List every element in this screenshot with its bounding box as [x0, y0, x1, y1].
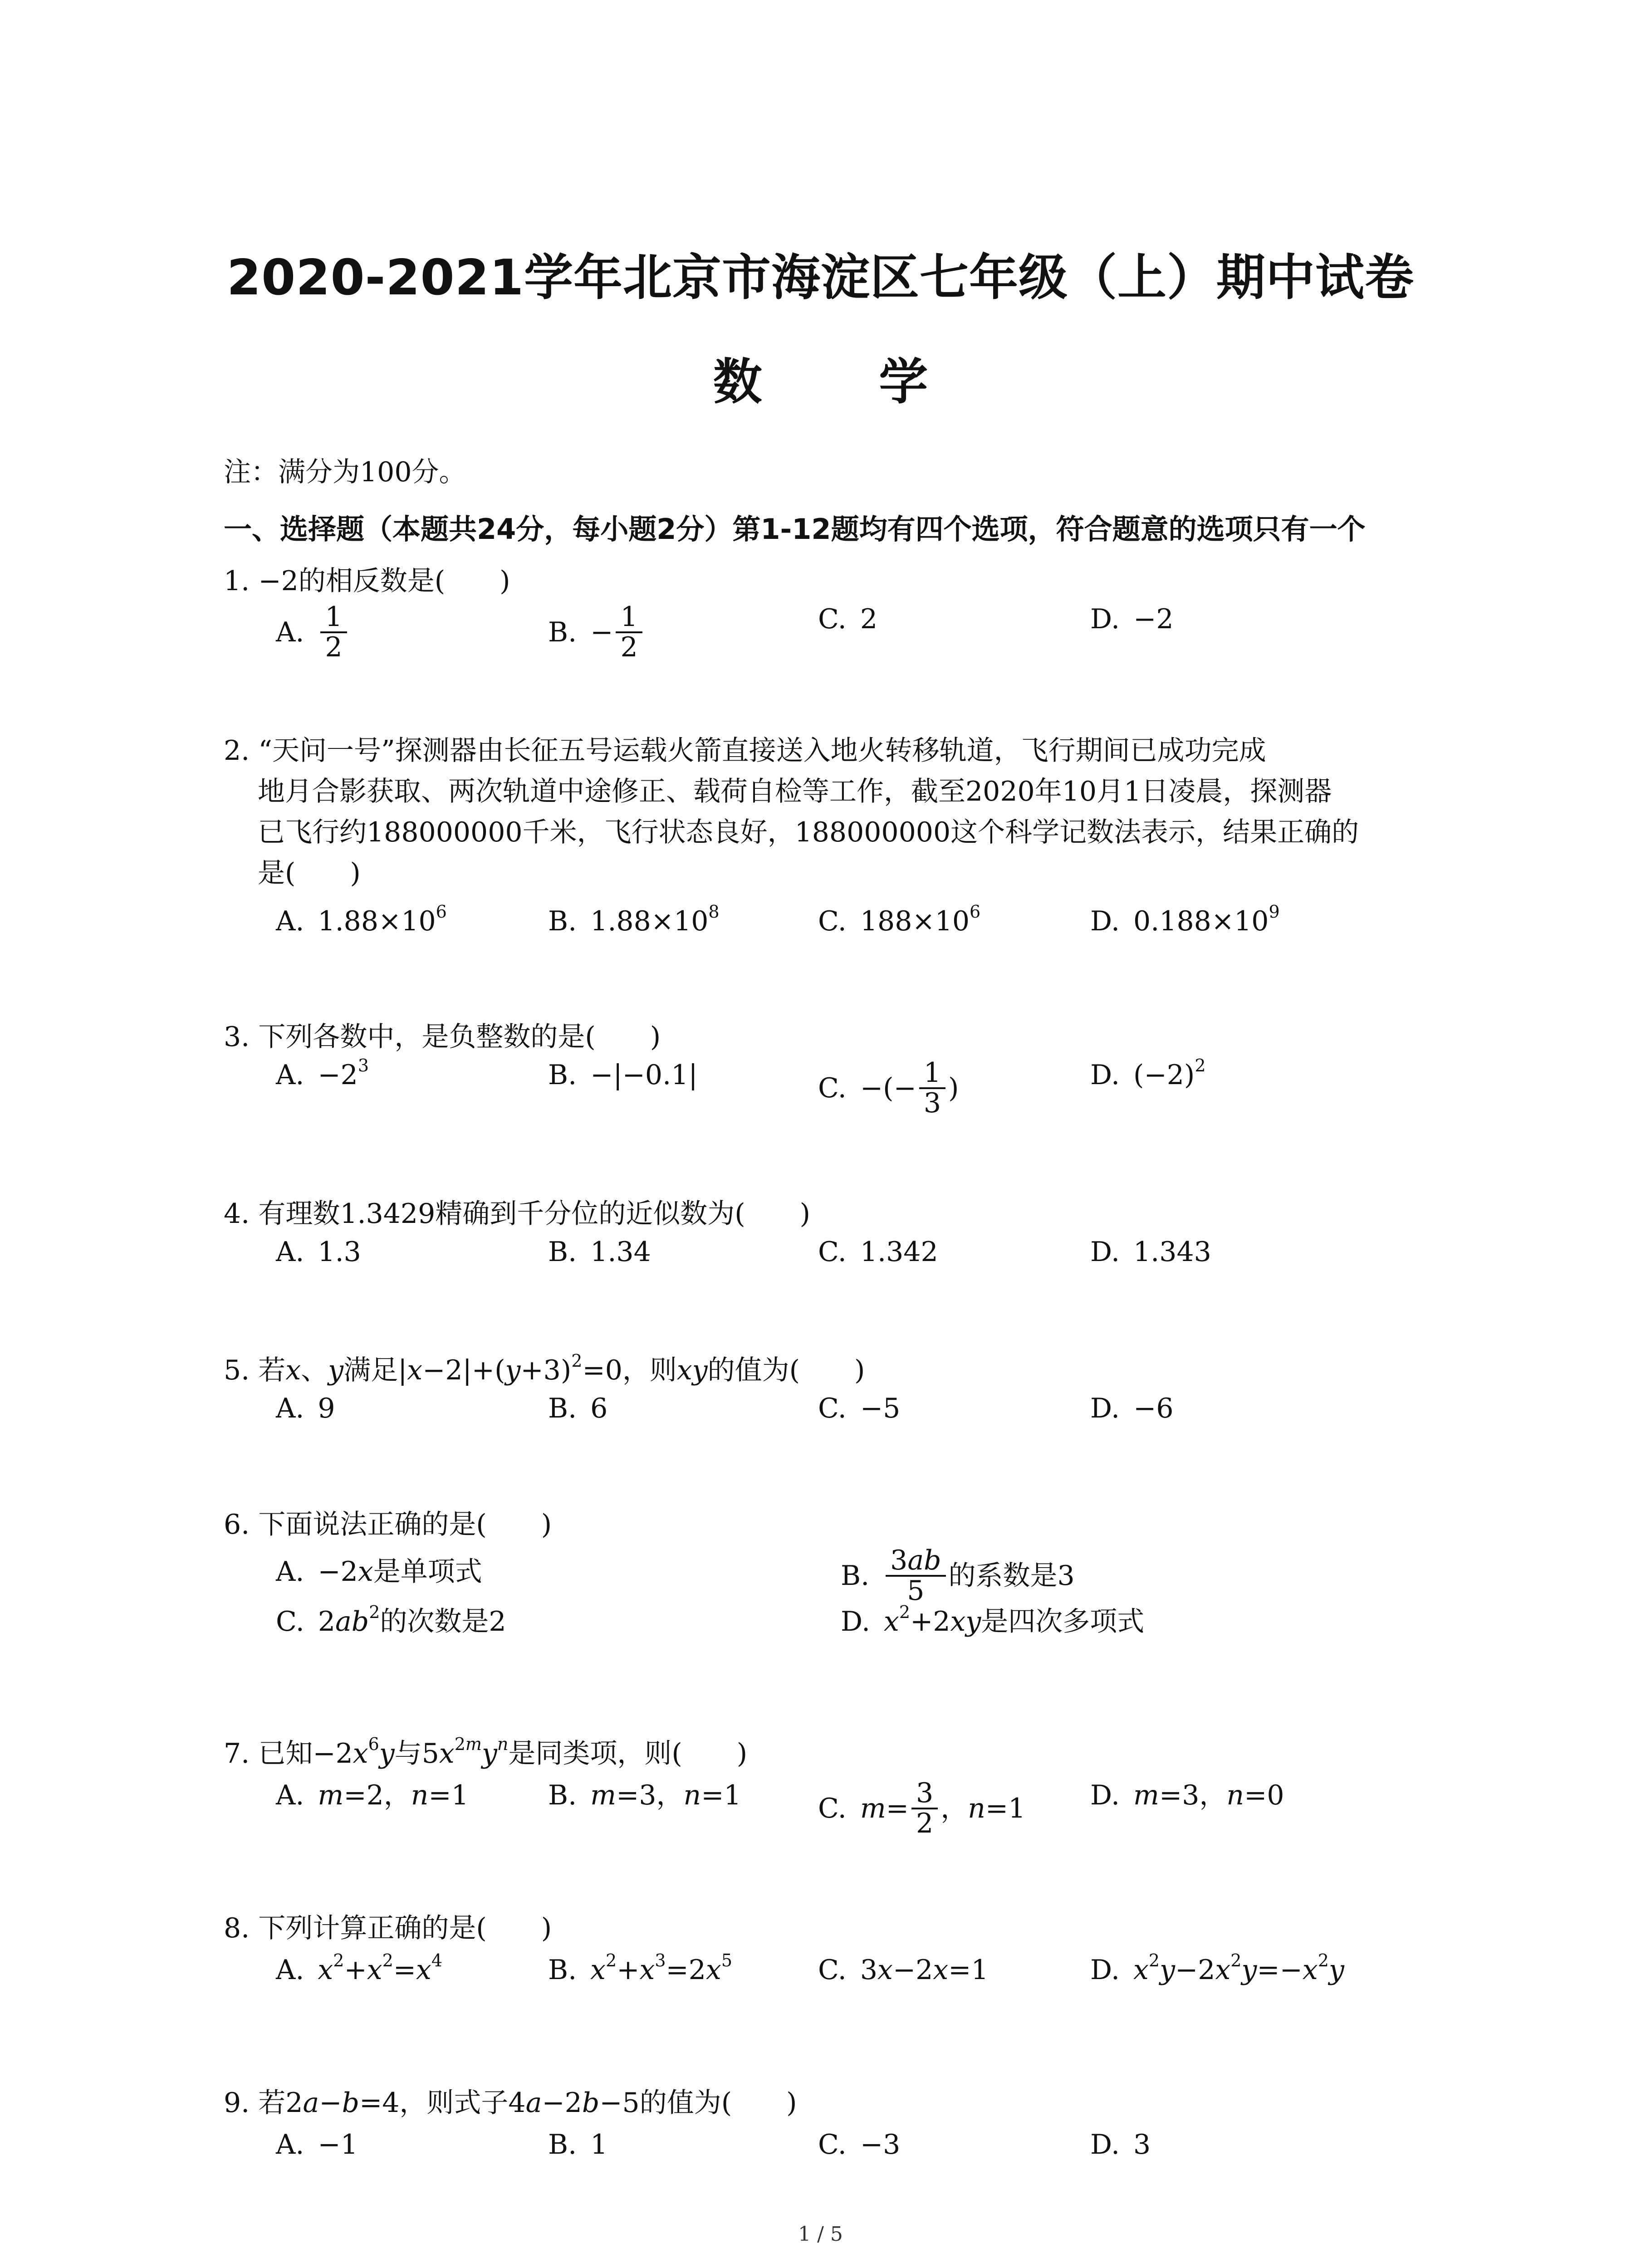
option-d: D. m=3，n=0 — [1090, 1779, 1284, 1811]
options-row — [224, 1056, 1449, 1122]
option-c — [818, 603, 877, 635]
question-4 — [224, 1198, 1449, 1272]
options-row — [224, 1779, 1449, 1843]
options-row — [224, 902, 1449, 968]
section-heading: 一、选择题（本题共24分，每小题2分）第1-12题均有四个选项，符合题意的选项只有一个 — [224, 513, 1366, 546]
option-value: 9 — [318, 1393, 335, 1424]
question-stem: 3. 下列各数中，是负整数的是( ) — [224, 1021, 661, 1053]
option-c: C. 3x−2x=1 — [818, 1954, 989, 1986]
option-value: −6 — [1133, 1393, 1174, 1424]
option-value: 1 — [590, 2129, 608, 2160]
option-letter: D. — [1090, 2129, 1120, 2160]
option-d — [1090, 1392, 1174, 1425]
option-value: −2 — [1133, 603, 1174, 635]
option-letter: C. — [818, 1072, 847, 1104]
stem-line: 是( ) — [258, 857, 361, 889]
option-letter: C. — [818, 1793, 847, 1824]
option-value: −3 — [860, 2129, 901, 2160]
option-letter: B. — [548, 2129, 577, 2160]
option-c: C. $2ab^2$ 的次数是2 — [276, 1602, 506, 1637]
option-a: A. m=2，n=1 — [276, 1779, 469, 1811]
options-row — [224, 1546, 1449, 1605]
option-value: 是四次多项式 — [981, 1606, 1145, 1637]
stem-suffix: 是同类项，则( ) — [508, 1738, 748, 1769]
option-letter: D. — [1090, 905, 1120, 937]
option-b — [841, 1546, 1075, 1605]
option-letter: B. — [548, 905, 577, 937]
option-letter: C. — [818, 905, 847, 937]
question-stem: 7. 已知$-2x^6y$与$5x^{2m}y^n$是同类项，则( ) — [224, 1734, 748, 1769]
option-b — [548, 1236, 651, 1268]
option-letter: A. — [276, 1954, 304, 1986]
option-value: −|−0.1| — [590, 1059, 698, 1091]
option-c: C. $188\times 10^6$ — [818, 902, 981, 937]
option-letter: A. — [276, 1556, 304, 1588]
option-value: 1.342 — [860, 1236, 938, 1268]
fraction: $\frac{1}{2}$ — [320, 603, 347, 662]
option-c: C. −(− $\frac{1}{3}$ ) — [818, 1057, 959, 1119]
option-b — [548, 2128, 607, 2161]
option-letter: D. — [1090, 603, 1120, 635]
fraction: $\frac{3}{2}$ — [911, 1779, 938, 1838]
option-value: −5 — [860, 1393, 901, 1424]
option-letter: A. — [276, 1236, 304, 1268]
option-letter: A. — [276, 2129, 304, 2160]
option-d: D. $x^2+2xy$ 是四次多项式 — [841, 1602, 1145, 1637]
fraction: $\frac{1}{3}$ — [919, 1059, 945, 1118]
question-stem: 5. 若x、y满足$|x-2|+(y+3)^2=0$，则xy的值为( ) — [224, 1351, 865, 1386]
question-6 — [224, 1508, 1449, 1642]
option-value: 1.343 — [1133, 1236, 1211, 1268]
option-letter: C. — [818, 2129, 847, 2160]
option-b: B. m=3，n=1 — [548, 1779, 741, 1811]
stem-line: 地月合影获取、两次轨道中途修正、载荷自检等工作，截至2020年10月1日凌晨，探测器 — [258, 776, 1332, 807]
option-value: 2 — [860, 603, 878, 635]
question-1 — [224, 565, 1449, 666]
option-a: A. $-2^3$ — [276, 1056, 369, 1091]
option-b: B. $x^2+x^3=2x^5$ — [548, 1950, 732, 1986]
option-value: 1.34 — [590, 1236, 651, 1268]
option-letter: B. — [548, 1059, 577, 1091]
question-9 — [224, 2087, 1449, 2165]
question-stem: 4. 有理数1.3429精确到千分位的近似数为( ) — [224, 1198, 811, 1230]
option-b — [548, 1059, 698, 1091]
option-a — [276, 1392, 335, 1425]
options-row — [224, 1236, 1449, 1272]
question-stem: 9. 若2a−b=4，则式子4a−2b−5的值为( ) — [224, 2087, 797, 2119]
option-value: 1.3 — [318, 1236, 361, 1268]
option-c — [818, 1236, 938, 1268]
option-letter: D. — [841, 1606, 871, 1637]
option-letter: B. — [548, 1393, 577, 1424]
option-letter: D. — [1090, 1954, 1120, 1986]
stem-line: 2. “天问一号”探测器由长征五号运载火箭直接送入地火转移轨道，飞行期间已成功完成 — [224, 735, 1266, 767]
option-d — [1090, 2128, 1151, 2161]
question-8 — [224, 1912, 1449, 1990]
option-d — [1090, 1236, 1211, 1268]
option-a: A. −2x 是单项式 — [276, 1556, 482, 1588]
option-letter: D. — [1090, 1779, 1120, 1811]
page-subtitle: 数 学 — [713, 354, 978, 411]
option-letter: D. — [1090, 1059, 1120, 1091]
options-row — [224, 1392, 1449, 1428]
question-7 — [224, 1734, 1449, 1843]
option-letter: A. — [276, 1059, 304, 1091]
option-value: 的系数是3 — [948, 1560, 1075, 1592]
page-title: 2020-2021学年北京市海淀区七年级（上）期中试卷 — [227, 249, 1414, 306]
option-letter: C. — [276, 1606, 304, 1637]
option-b: B. $1.88\times 10^8$ — [548, 902, 720, 937]
option-d: D. $x^2y-2x^2y=-x^2y$ — [1090, 1950, 1344, 1986]
option-letter: A. — [276, 905, 304, 937]
option-letter: A. — [276, 1779, 304, 1811]
question-5 — [224, 1351, 1449, 1428]
option-a: A. $x^2+x^2=x^4$ — [276, 1950, 443, 1986]
fraction: $\frac{1}{2}$ — [616, 603, 642, 662]
option-letter: C. — [818, 1393, 847, 1424]
option-a — [276, 2128, 358, 2161]
option-value: 的次数是2 — [380, 1606, 506, 1637]
option-c: C. m= $\frac{3}{2}$ ，n=1 — [818, 1777, 1026, 1839]
option-letter: B. — [548, 1779, 577, 1811]
options-row — [224, 2128, 1449, 2165]
question-stem — [224, 730, 1449, 894]
options-row — [224, 1950, 1449, 1990]
option-letter: A. — [276, 1393, 304, 1424]
option-letter: B. — [548, 616, 577, 648]
stem-line: 已飞行约188000000千米，飞行状态良好，188000000这个科学记数法表示，结果正确的 — [258, 816, 1359, 848]
option-b — [548, 1392, 607, 1425]
option-value: 3 — [1133, 2129, 1151, 2160]
option-a — [276, 1236, 361, 1268]
option-b: B. − $\frac{1}{2}$ — [548, 603, 645, 662]
option-letter: A. — [276, 616, 304, 648]
option-letter: D. — [1090, 1393, 1120, 1424]
option-letter: B. — [548, 1954, 577, 1986]
option-value: 6 — [590, 1393, 608, 1424]
option-value: 是单项式 — [373, 1556, 482, 1588]
option-letter: B. — [841, 1560, 870, 1592]
options-row — [224, 1602, 1449, 1642]
option-value: −1 — [318, 2129, 358, 2160]
question-stem: 8. 下列计算正确的是( ) — [224, 1912, 552, 1944]
option-d: D. $0.188\times 10^9$ — [1090, 902, 1280, 937]
option-c — [818, 1392, 900, 1425]
question-2 — [224, 730, 1449, 968]
option-a: A. $1.88\times 10^6$ — [276, 902, 447, 937]
option-letter: C. — [818, 1954, 847, 1986]
option-letter: D. — [1090, 1236, 1120, 1268]
page-number: 1 / 5 — [798, 2223, 843, 2246]
option-letter: C. — [818, 603, 847, 635]
question-stem: 1. −2的相反数是( ) — [224, 565, 510, 597]
question-stem: 6. 下面说法正确的是( ) — [224, 1509, 552, 1540]
option-a — [276, 603, 350, 662]
options-row — [224, 603, 1449, 666]
question-3 — [224, 1021, 1449, 1122]
option-d: D. $(-2)^2$ — [1090, 1056, 1206, 1091]
option-d — [1090, 603, 1174, 635]
option-letter: B. — [548, 1236, 577, 1268]
fraction: $\frac{3ab}{5}$ — [886, 1546, 945, 1605]
option-c — [818, 2128, 900, 2161]
score-note: 注：满分为100分。 — [224, 456, 466, 488]
option-letter: C. — [818, 1236, 847, 1268]
